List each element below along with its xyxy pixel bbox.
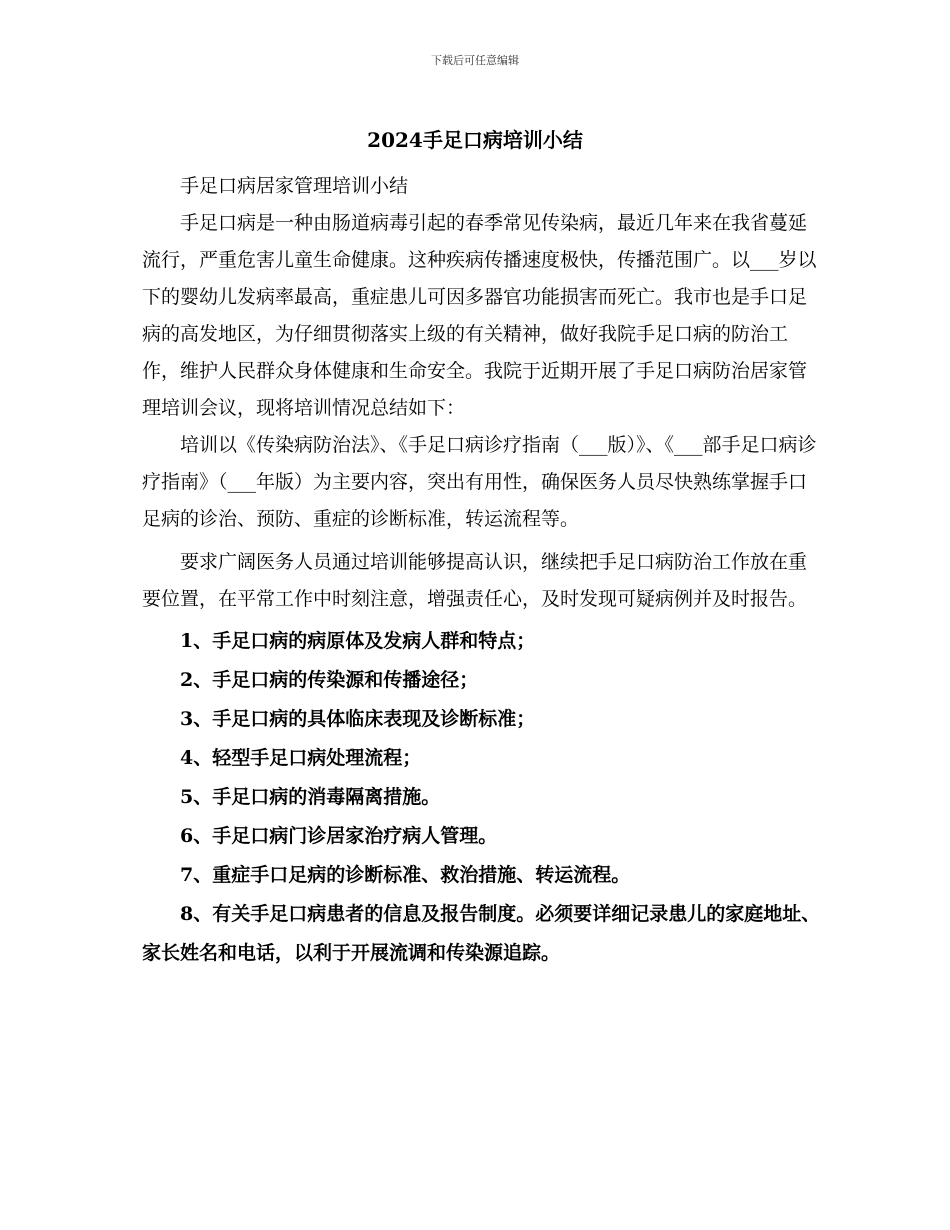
list-item: 5、手足口病的消毒隔离措施。 [180, 786, 441, 808]
paragraph-intro: 手足口病是一种由肠道病毒引起的春季常见传染病，最近几年来在我省蔓延流行，严重危害儿童生命健康。这种疾病传播速度极快，传播范围广。以___岁以下的婴幼儿发病率最高，重症患儿可因多器官功能损害而死亡。我市也是手口足病的高发地区，为仔细贯彻落实上级的有关精神，做好我院手足口病的防治工作，维护人民群众身体健康和生命安全。我院于近期开展了手足口病防治居家管理培训会议，现将培训情况总结如下： [142, 212, 817, 419]
document-subtitle: 手足口病居家管理培训小结 [180, 175, 409, 197]
list-item: 4、轻型手足口病处理流程； [180, 747, 422, 769]
list-item: 2、手足口病的传染源和传播途径； [180, 669, 479, 691]
paragraph-training-content: 培训以《传染病防治法》、《手足口病诊疗指南（___版）》、《___部手足口病诊疗指南》（___年版）为主要内容，突出有用性，确保医务人员尽快熟练掌握手口足病的诊治、预防、重症的诊断标准，转运流程等。 [142, 434, 817, 530]
document-body [142, 168, 822, 973]
document-title: 2024手足口病培训小结 [367, 128, 583, 152]
paragraph-requirements: 要求广阔医务人员通过培训能够提高认识，继续把手足口病防治工作放在重要位置，在平常工作中时刻注意，增强责任心，及时发现可疑病例并及时报告。 [142, 551, 808, 610]
list-item: 6、手足口病门诊居家治疗病人管理。 [180, 825, 498, 847]
list-item: 7、重症手口足病的诊断标准、救治措施、转运流程。 [180, 864, 631, 886]
list-item: 8、有关手足口病患者的信息及报告制度。必须要详细记录患儿的家庭地址、家长姓名和电话，以利于开展流调和传染源追踪。 [142, 903, 821, 964]
list-item: 3、手足口病的具体临床表现及诊断标准； [180, 708, 536, 730]
page-header: 下载后可任意编辑 [431, 54, 519, 67]
training-items-list [142, 622, 822, 973]
list-item: 1、手足口病的病原体及发病人群和特点； [180, 630, 536, 652]
